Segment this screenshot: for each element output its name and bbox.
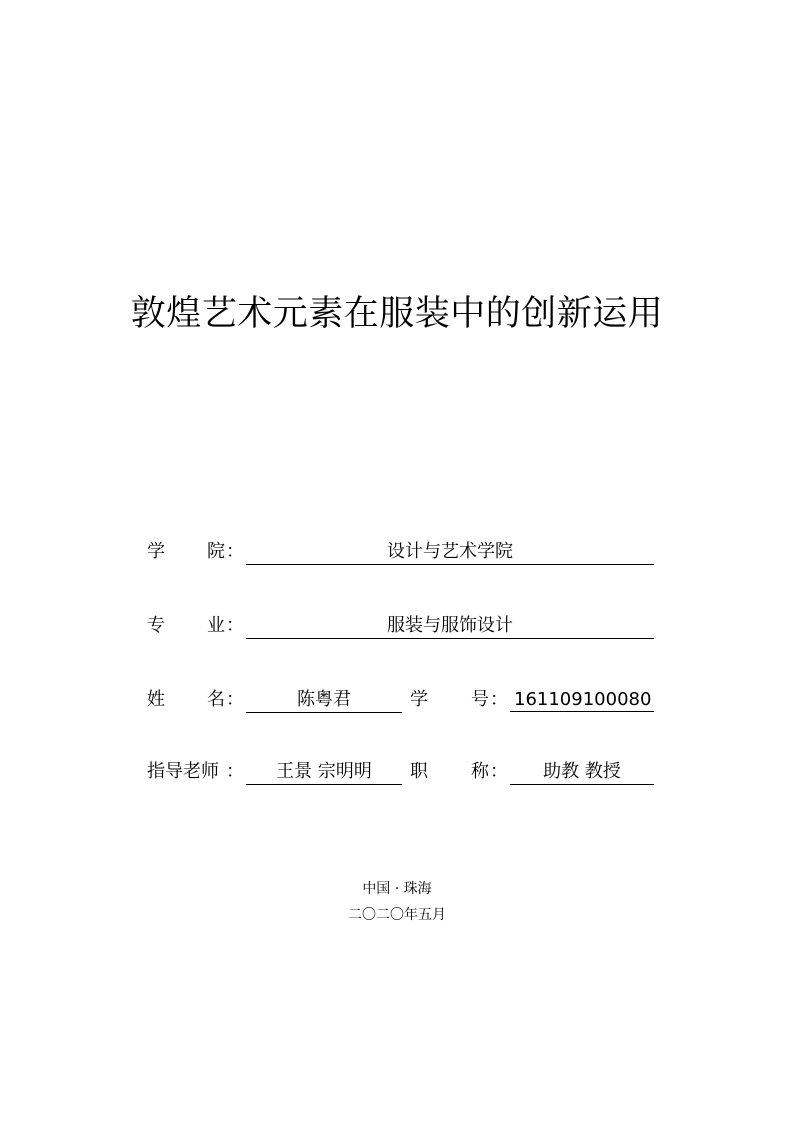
name-label-part1: 姓 bbox=[147, 689, 165, 710]
major-colon: ： bbox=[226, 615, 244, 636]
student-id-colon: ： bbox=[490, 689, 508, 710]
footer-place: 中国 · 珠海 bbox=[362, 881, 432, 897]
advisor-label: 指导老师 bbox=[147, 761, 219, 782]
college-label-part2: 院 bbox=[207, 541, 225, 562]
advisor-value: 王景 宗明明 bbox=[246, 760, 402, 785]
college-value: 设计与艺术学院 bbox=[246, 540, 654, 565]
college-colon: ： bbox=[226, 541, 244, 562]
title-rank-label-part1: 职 bbox=[410, 761, 428, 782]
major-label-part2: 业 bbox=[207, 615, 225, 636]
name-label-part2: 名 bbox=[207, 689, 225, 710]
title-rank-colon: ： bbox=[490, 761, 508, 782]
college-label-part1: 学 bbox=[147, 541, 165, 562]
footer-date: 二〇二〇年五月 bbox=[348, 907, 446, 923]
major-value: 服装与服饰设计 bbox=[246, 614, 654, 639]
thesis-title: 敦煌艺术元素在服装中的创新运用 bbox=[130, 294, 664, 334]
student-id-label-part1: 学 bbox=[410, 689, 428, 710]
name-colon: ： bbox=[226, 689, 244, 710]
title-rank-value: 助教 教授 bbox=[510, 760, 654, 785]
major-label-part1: 专 bbox=[147, 615, 165, 636]
title-rank-label-part2: 称 bbox=[471, 761, 489, 782]
advisor-colon: ： bbox=[226, 761, 244, 782]
student-id-value: 161109100080 bbox=[510, 688, 654, 712]
name-value: 陈粤君 bbox=[246, 688, 402, 713]
student-id-label-part2: 号 bbox=[471, 689, 489, 710]
